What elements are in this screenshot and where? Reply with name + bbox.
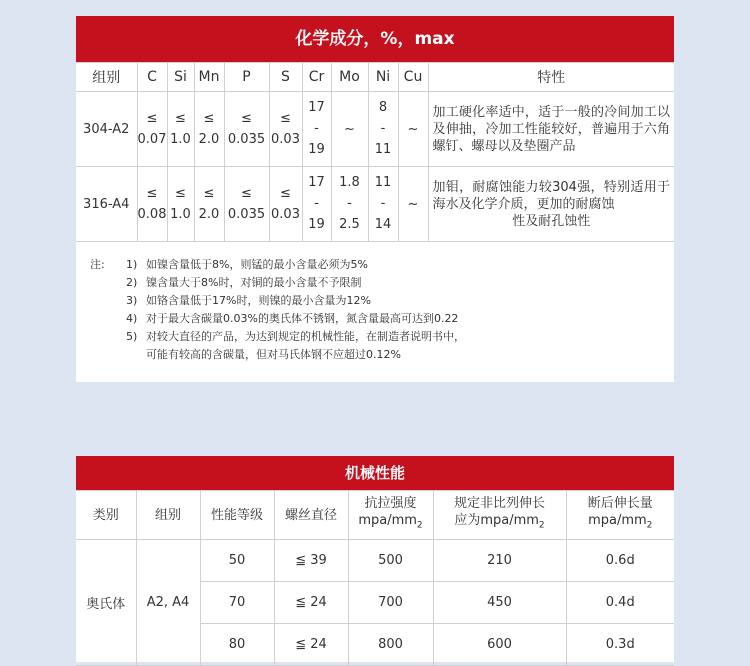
- mech-cell-elongation: 0.3d: [566, 624, 674, 666]
- mech-cell-elongation: 0.6d: [566, 540, 674, 582]
- note-item: 5) 对较大直径的产品，为达到规定的机械性能，在制造者说明书中，: [126, 330, 465, 343]
- chem-cell-si: ≤ 1.0: [167, 92, 194, 167]
- mech-header-diameter: 螺丝直径: [274, 491, 348, 540]
- chem-notes: [76, 242, 674, 364]
- chem-cell-s: ≤ 0.03: [269, 92, 302, 167]
- note-item: 注: 1) 如镍含量低于8%，则锰的最小含量必须为5%: [90, 256, 674, 274]
- mech-cell-tensile: 700: [348, 582, 433, 624]
- mech-cell-diameter: ≦ 24: [274, 624, 348, 666]
- mechanical-properties-card: [76, 456, 674, 662]
- chem-header-cu: Cu: [398, 63, 428, 92]
- chem-header-cr: Cr: [302, 63, 331, 92]
- note-item: 2) 镍含量大于8%时，对铜的最小含量不予限制: [126, 276, 362, 289]
- chem-cell-c: ≤ 0.07: [137, 92, 167, 167]
- note-item: 3) 如铬含量低于17%时，则镍的最小含量为12%: [126, 294, 371, 307]
- chem-header-s: S: [269, 63, 302, 92]
- chem-cell-si: ≤ 1.0: [167, 167, 194, 242]
- table-row: [76, 540, 674, 582]
- chem-cell-ni: 11 - 14: [368, 167, 398, 242]
- chem-cell-mo: 1.8 - 2.5: [331, 167, 368, 242]
- chem-header-p: P: [224, 63, 269, 92]
- mech-header-group: 组别: [136, 491, 200, 540]
- chem-row-304: [76, 92, 674, 167]
- chem-header-mn: Mn: [194, 63, 224, 92]
- chem-cell-property: 加工硬化率适中，适于一般的冷间加工以及伸抽，冷加工性能较好，普遍用于六角螺钉、螺母以及垫圈产品: [428, 92, 674, 167]
- chem-cell-property: 加钼，耐腐蚀能力较304强，特别适用于海水及化学介质，更加的耐腐蚀 性及耐孔蚀性: [428, 167, 674, 242]
- chemical-composition-card: [76, 16, 674, 382]
- chem-cell-p: ≤ 0.035: [224, 167, 269, 242]
- chem-header-row: [76, 63, 674, 92]
- note-item: 4) 对于最大含碳量0.03%的奥氏体不锈钢，氮含量最高可达到0.22: [126, 312, 459, 325]
- chem-cell-group: 316-A4: [76, 167, 137, 242]
- chem-header-group: 组别: [76, 63, 137, 92]
- chem-cell-p: ≤ 0.035: [224, 92, 269, 167]
- chem-cell-mn: ≤ 2.0: [194, 167, 224, 242]
- mech-cell-tensile: 800: [348, 624, 433, 666]
- chem-header-ni: Ni: [368, 63, 398, 92]
- mech-header-row: [76, 491, 674, 540]
- mech-header-elongation: 断后伸长量 mpa/$mm_2$: [566, 491, 674, 540]
- chem-cell-cr: 17 - 19: [302, 167, 331, 242]
- chem-cell-mo: ~: [331, 92, 368, 167]
- mech-cell-yield: 210: [433, 540, 566, 582]
- mech-cell-tensile: 500: [348, 540, 433, 582]
- chem-header-si: Si: [167, 63, 194, 92]
- mech-header-category: 类别: [76, 491, 136, 540]
- mech-cell-yield: 450: [433, 582, 566, 624]
- chem-cell-cu: ~: [398, 92, 428, 167]
- chemical-composition-title: 化学成分，%，max: [76, 16, 674, 62]
- chem-cell-mn: ≤ 2.0: [194, 92, 224, 167]
- mech-cell-grade: 80: [200, 624, 274, 666]
- chem-row-316: [76, 167, 674, 242]
- mech-cell-yield: 600: [433, 624, 566, 666]
- mech-cell-grade: 50: [200, 540, 274, 582]
- chemical-composition-table: [76, 62, 674, 242]
- chem-header-property: 特性: [428, 63, 674, 92]
- chem-cell-ni: 8 - 11: [368, 92, 398, 167]
- note-continuation: 可能有较高的含碳量，但对马氏体钢不应超过0.12%: [146, 348, 401, 361]
- chem-cell-cu: ~: [398, 167, 428, 242]
- notes-label: 注:: [90, 258, 105, 271]
- mech-cell-group: A2, A4: [136, 540, 200, 666]
- chem-cell-s: ≤ 0.03: [269, 167, 302, 242]
- mech-cell-diameter: ≦ 39: [274, 540, 348, 582]
- mech-cell-grade: 70: [200, 582, 274, 624]
- chem-header-mo: Mo: [331, 63, 368, 92]
- chem-cell-group: 304-A2: [76, 92, 137, 167]
- mechanical-properties-title: 机械性能: [76, 456, 674, 490]
- mech-header-grade: 性能等级: [200, 491, 274, 540]
- mech-cell-category: 奥氏体: [76, 540, 136, 666]
- mech-cell-diameter: ≦ 24: [274, 582, 348, 624]
- chem-cell-c: ≤ 0.08: [137, 167, 167, 242]
- chem-cell-cr: 17 - 19: [302, 92, 331, 167]
- mech-cell-elongation: 0.4d: [566, 582, 674, 624]
- chem-header-c: C: [137, 63, 167, 92]
- mechanical-properties-table: [76, 490, 674, 666]
- mech-header-tensile: 抗拉强度 mpa/$mm_2$: [348, 491, 433, 540]
- mech-header-yield: 规定非比列伸长 应为mpa/$mm_2$: [433, 491, 566, 540]
